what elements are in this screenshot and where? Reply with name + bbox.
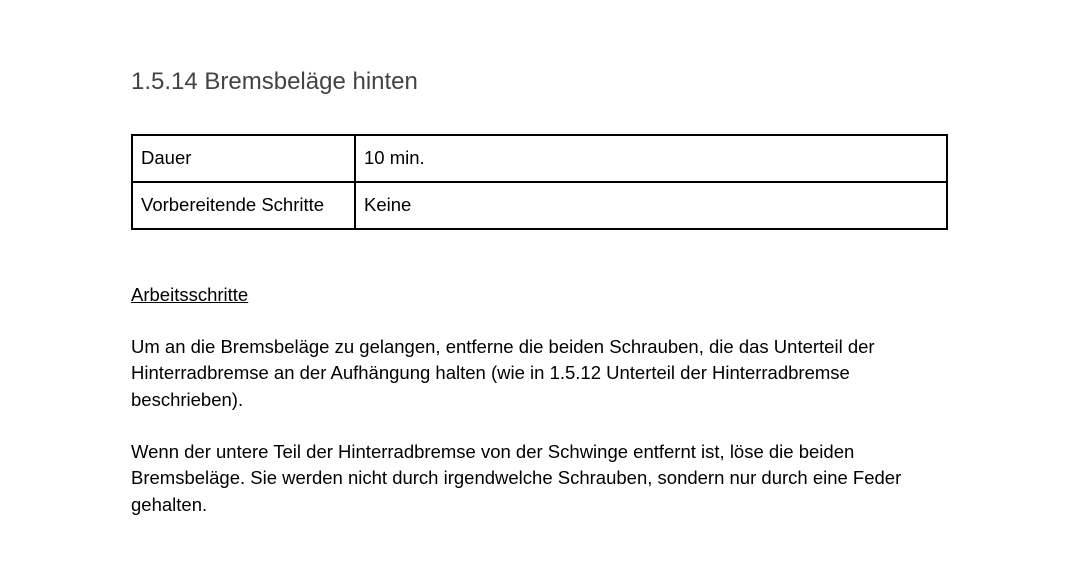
table-cell-key: Vorbereitende Schritte bbox=[132, 182, 355, 229]
table-cell-value: 10 min. bbox=[355, 135, 947, 182]
steps-label: Arbeitsschritte bbox=[131, 284, 249, 305]
info-table bbox=[131, 134, 948, 230]
table-cell-value: Keine bbox=[355, 182, 947, 229]
section-heading: 1.5.14 Bremsbeläge hinten bbox=[131, 68, 418, 95]
table-row bbox=[132, 135, 947, 182]
paragraph: Wenn der untere Teil der Hinterradbremse von der Schwinge entfernt ist, löse die beiden Bremsbeläge. Sie werden nicht durch irgendwelche Schrauben, sondern nur durch eine Feder gehalten. bbox=[131, 441, 902, 515]
table-row bbox=[132, 182, 947, 229]
table-cell-key: Dauer bbox=[132, 135, 355, 182]
paragraph: Um an die Bremsbeläge zu gelangen, entferne die beiden Schrauben, die das Unterteil der Hinterradbremse an der Aufhängung halten (wie in 1.5.12 Unterteil der Hinterradbremse beschrieben). bbox=[131, 336, 875, 410]
